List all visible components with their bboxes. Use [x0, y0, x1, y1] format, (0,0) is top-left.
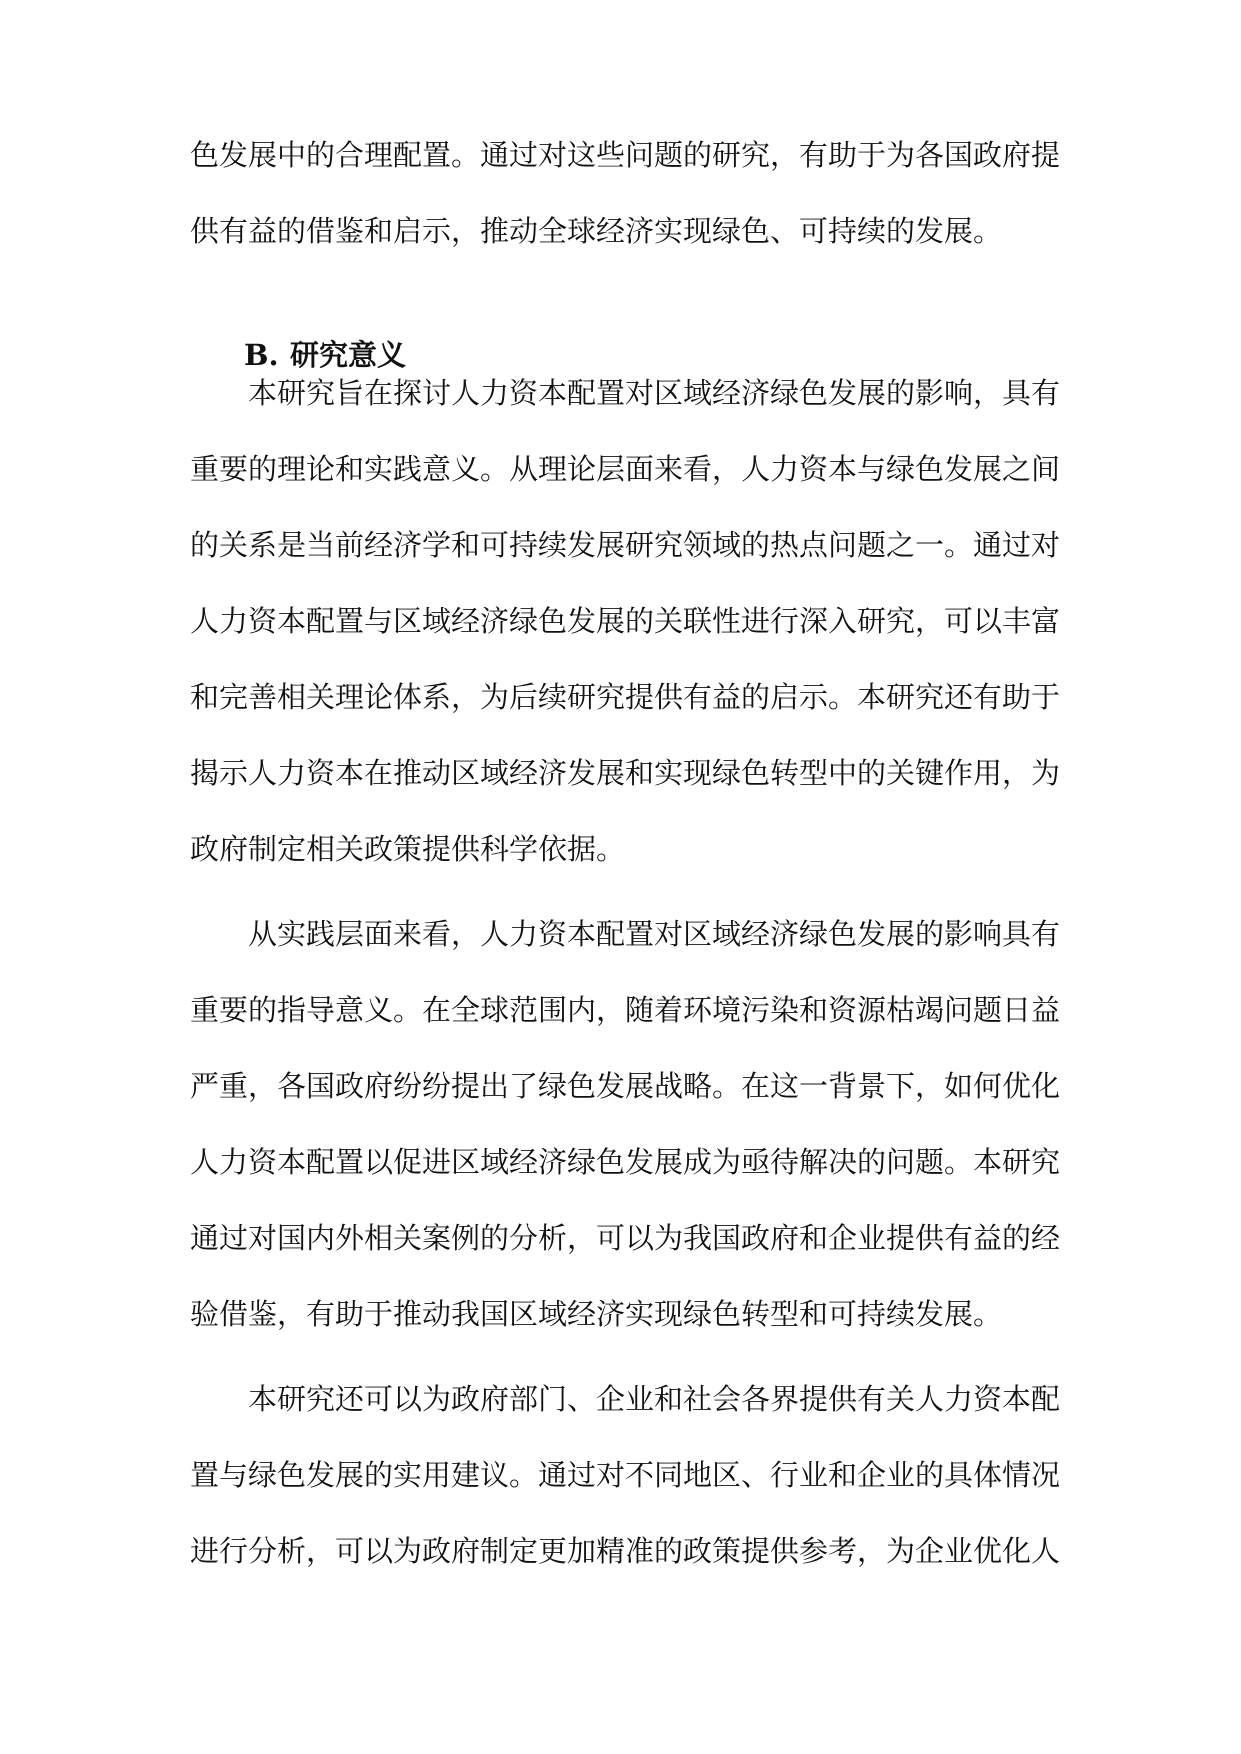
text-line: 置与绿色发展的实用建议。通过对不同地区、行业和企业的具体情况	[190, 1458, 1061, 1492]
text-line: 从实践层面来看，人力资本配置对区域经济绿色发展的影响具有	[248, 917, 1061, 951]
text-line: 揭示人力资本在推动区域经济发展和实现绿色转型中的关键作用，为	[190, 756, 1061, 790]
text-line: 严重，各国政府纷纷提出了绿色发展战略。在这一背景下，如何优化	[190, 1069, 1061, 1103]
paragraph-practice	[190, 896, 1060, 1352]
text-line: 供有益的借鉴和启示，推动全球经济实现绿色、可持续的发展。	[190, 214, 1003, 248]
text-line: 重要的指导意义。在全球范围内，随着环境污染和资源枯竭问题日益	[190, 993, 1061, 1027]
text-line: 和完善相关理论体系，为后续研究提供有益的启示。本研究还有助于	[190, 680, 1061, 714]
text-line: 重要的理论和实践意义。从理论层面来看，人力资本与绿色发展之间	[190, 452, 1061, 486]
text-line: 人力资本配置与区域经济绿色发展的关联性进行深入研究，可以丰富	[190, 604, 1061, 638]
text-line: 本研究还可以为政府部门、企业和社会各界提供有关人力资本配	[248, 1382, 1061, 1416]
text-line: 验借鉴，有助于推动我国区域经济实现绿色转型和可持续发展。	[190, 1297, 1003, 1331]
paragraph-suggestions	[190, 1361, 1060, 1589]
text-line: 本研究旨在探讨人力资本配置对区域经济绿色发展的影响，具有	[248, 376, 1061, 410]
section-title: 研究意义	[290, 338, 407, 372]
continuation-paragraph	[190, 117, 1060, 269]
paragraph-theory	[190, 355, 1060, 887]
text-line: 政府制定相关政策提供科学依据。	[190, 832, 626, 866]
text-line: 进行分析，可以为政府制定更加精准的政策提供参考，为企业优化人	[190, 1534, 1061, 1568]
text-line: 的关系是当前经济学和可持续发展研究领域的热点问题之一。通过对	[190, 528, 1061, 562]
text-line: 人力资本配置以促进区域经济绿色发展成为亟待解决的问题。本研究	[190, 1145, 1061, 1179]
section-number: B.	[244, 338, 279, 372]
text-line: 通过对国内外相关案例的分析，可以为我国政府和企业提供有益的经	[190, 1221, 1061, 1255]
text-line: 色发展中的合理配置。通过对这些问题的研究，有助于为各国政府提	[190, 138, 1061, 172]
